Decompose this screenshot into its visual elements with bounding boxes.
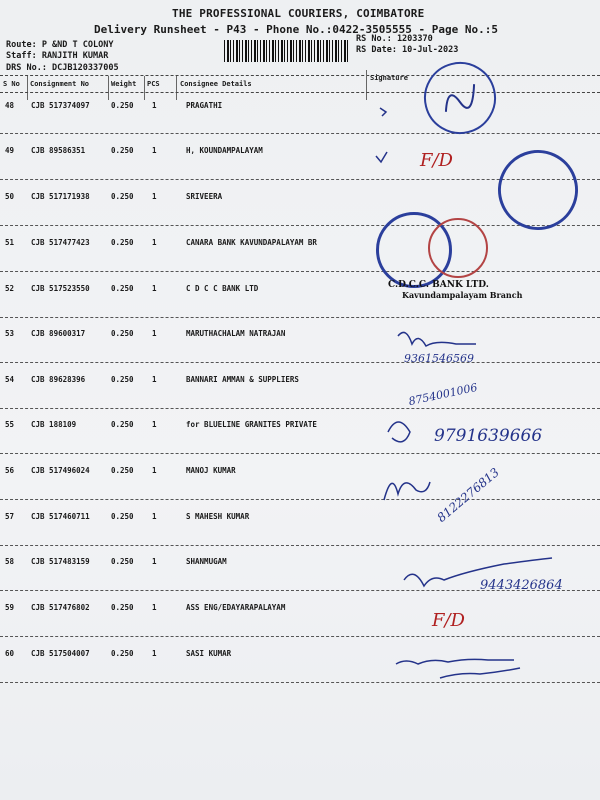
row-weight: 0.250 xyxy=(111,466,134,475)
runsheet-subtitle: Delivery Runsheet - P43 - Phone No.:0422-3505555 - Page No.:5 xyxy=(94,23,498,36)
row-pcs: 1 xyxy=(152,420,157,429)
row-sno: 51 xyxy=(5,238,15,247)
phone-annotation: 9791639666 xyxy=(434,426,543,446)
col-weight: Weight xyxy=(111,80,137,88)
row-consignment: CJB 517496024 xyxy=(31,466,90,475)
row-sno: 49 xyxy=(5,146,15,155)
row-consignment: CJB 188109 xyxy=(31,420,77,429)
row-pcs: 1 xyxy=(152,284,157,293)
row-consignee: CANARA BANK KAVUNDAPALAYAM BR xyxy=(186,238,317,247)
row-consignee: for BLUELINE GRANITES PRIVATE xyxy=(186,420,317,429)
row-consignment: CJB 517171938 xyxy=(31,192,90,201)
drs-number: DRS No.: DCJB120337005 xyxy=(6,63,119,73)
row-weight: 0.250 xyxy=(111,238,134,247)
row-consignment: CJB 517374097 xyxy=(31,101,90,110)
row-pcs: 1 xyxy=(152,101,157,110)
row-weight: 0.250 xyxy=(111,284,134,293)
row-sno: 52 xyxy=(5,284,15,293)
row-pcs: 1 xyxy=(152,238,157,247)
row-weight: 0.250 xyxy=(111,603,134,612)
row-consignee: PRAGATHI xyxy=(186,101,223,110)
row-pcs: 1 xyxy=(152,192,157,201)
phone-annotation: 9361546569 xyxy=(404,352,474,365)
row-consignee: SHANMUGAM xyxy=(186,557,227,566)
phone-annotation: 8122276813 xyxy=(434,465,502,525)
row-consignment: CJB 517483159 xyxy=(31,557,90,566)
row-sno: 60 xyxy=(5,649,15,658)
row-consignee: ASS ENG/EDAYARAPALAYAM xyxy=(186,603,286,612)
row-consignee: H, KOUNDAMPALAYAM xyxy=(186,146,263,155)
row-consignment: CJB 517523550 xyxy=(31,284,90,293)
row-weight: 0.250 xyxy=(111,146,134,155)
row-weight: 0.250 xyxy=(111,192,134,201)
fd-annotation: F/D xyxy=(420,150,453,171)
row-weight: 0.250 xyxy=(111,649,134,658)
row-consignee: MANOJ KUMAR xyxy=(186,466,236,475)
row-pcs: 1 xyxy=(152,329,157,338)
row-sno: 48 xyxy=(5,101,15,110)
row-pcs: 1 xyxy=(152,146,157,155)
row-weight: 0.250 xyxy=(111,329,134,338)
row-sno: 54 xyxy=(5,375,15,384)
bank-stamp-line: C.D.C.C. BANK LTD. xyxy=(388,280,489,290)
row-weight: 0.250 xyxy=(111,375,134,384)
row-sno: 57 xyxy=(5,512,15,521)
row-consignee: C D C C BANK LTD xyxy=(186,284,259,293)
row-pcs: 1 xyxy=(152,603,157,612)
row-consignment: CJB 89600317 xyxy=(31,329,86,338)
row-pcs: 1 xyxy=(152,557,157,566)
row-sno: 59 xyxy=(5,603,15,612)
fd-annotation: F/D xyxy=(432,610,465,631)
rs-number: RS No.: 1203370 xyxy=(356,34,433,44)
row-consignment: CJB 517477423 xyxy=(31,238,90,247)
col-pcs: PCS xyxy=(147,80,160,88)
col-consignment: Consignment No xyxy=(30,80,90,88)
row-sno: 58 xyxy=(5,557,15,566)
row-consignment: CJB 517476802 xyxy=(31,603,90,612)
row-consignee: SRIVEERA xyxy=(186,192,223,201)
row-pcs: 1 xyxy=(152,649,157,658)
row-consignment: CJB 89586351 xyxy=(31,146,86,155)
row-weight: 0.250 xyxy=(111,557,134,566)
company-title: THE PROFESSIONAL COURIERS, COIMBATORE xyxy=(172,7,425,20)
row-consignment: CJB 517504007 xyxy=(31,649,90,658)
row-weight: 0.250 xyxy=(111,512,134,521)
row-weight: 0.250 xyxy=(111,420,134,429)
route-label: Route: P &ND T COLONY xyxy=(6,40,114,50)
row-consignment: CJB 89628396 xyxy=(31,375,86,384)
col-consignee: Consignee Details xyxy=(180,80,252,88)
row-consignee: S MAHESH KUMAR xyxy=(186,512,250,521)
row-sno: 53 xyxy=(5,329,15,338)
phone-annotation: 9443426864 xyxy=(480,578,563,593)
bank-stamp-line: Kavundampalayam Branch xyxy=(402,290,523,300)
row-consignee: SASI KUMAR xyxy=(186,649,232,658)
rs-date: RS Date: 10-Jul-2023 xyxy=(356,45,459,55)
col-signature: Signature xyxy=(370,74,408,82)
row-consignment: CJB 517460711 xyxy=(31,512,90,521)
row-pcs: 1 xyxy=(152,466,157,475)
staff-label: Staff: RANJITH KUMAR xyxy=(6,51,109,61)
row-pcs: 1 xyxy=(152,512,157,521)
row-consignee: MARUTHACHALAM NATRAJAN xyxy=(186,329,286,338)
col-sno: S No xyxy=(3,80,20,88)
row-sno: 55 xyxy=(5,420,15,429)
row-sno: 50 xyxy=(5,192,15,201)
phone-annotation: 8754001006 xyxy=(407,380,479,409)
row-sno: 56 xyxy=(5,466,15,475)
row-weight: 0.250 xyxy=(111,101,134,110)
row-consignee: BANNARI AMMAN & SUPPLIERS xyxy=(186,375,299,384)
row-pcs: 1 xyxy=(152,375,157,384)
